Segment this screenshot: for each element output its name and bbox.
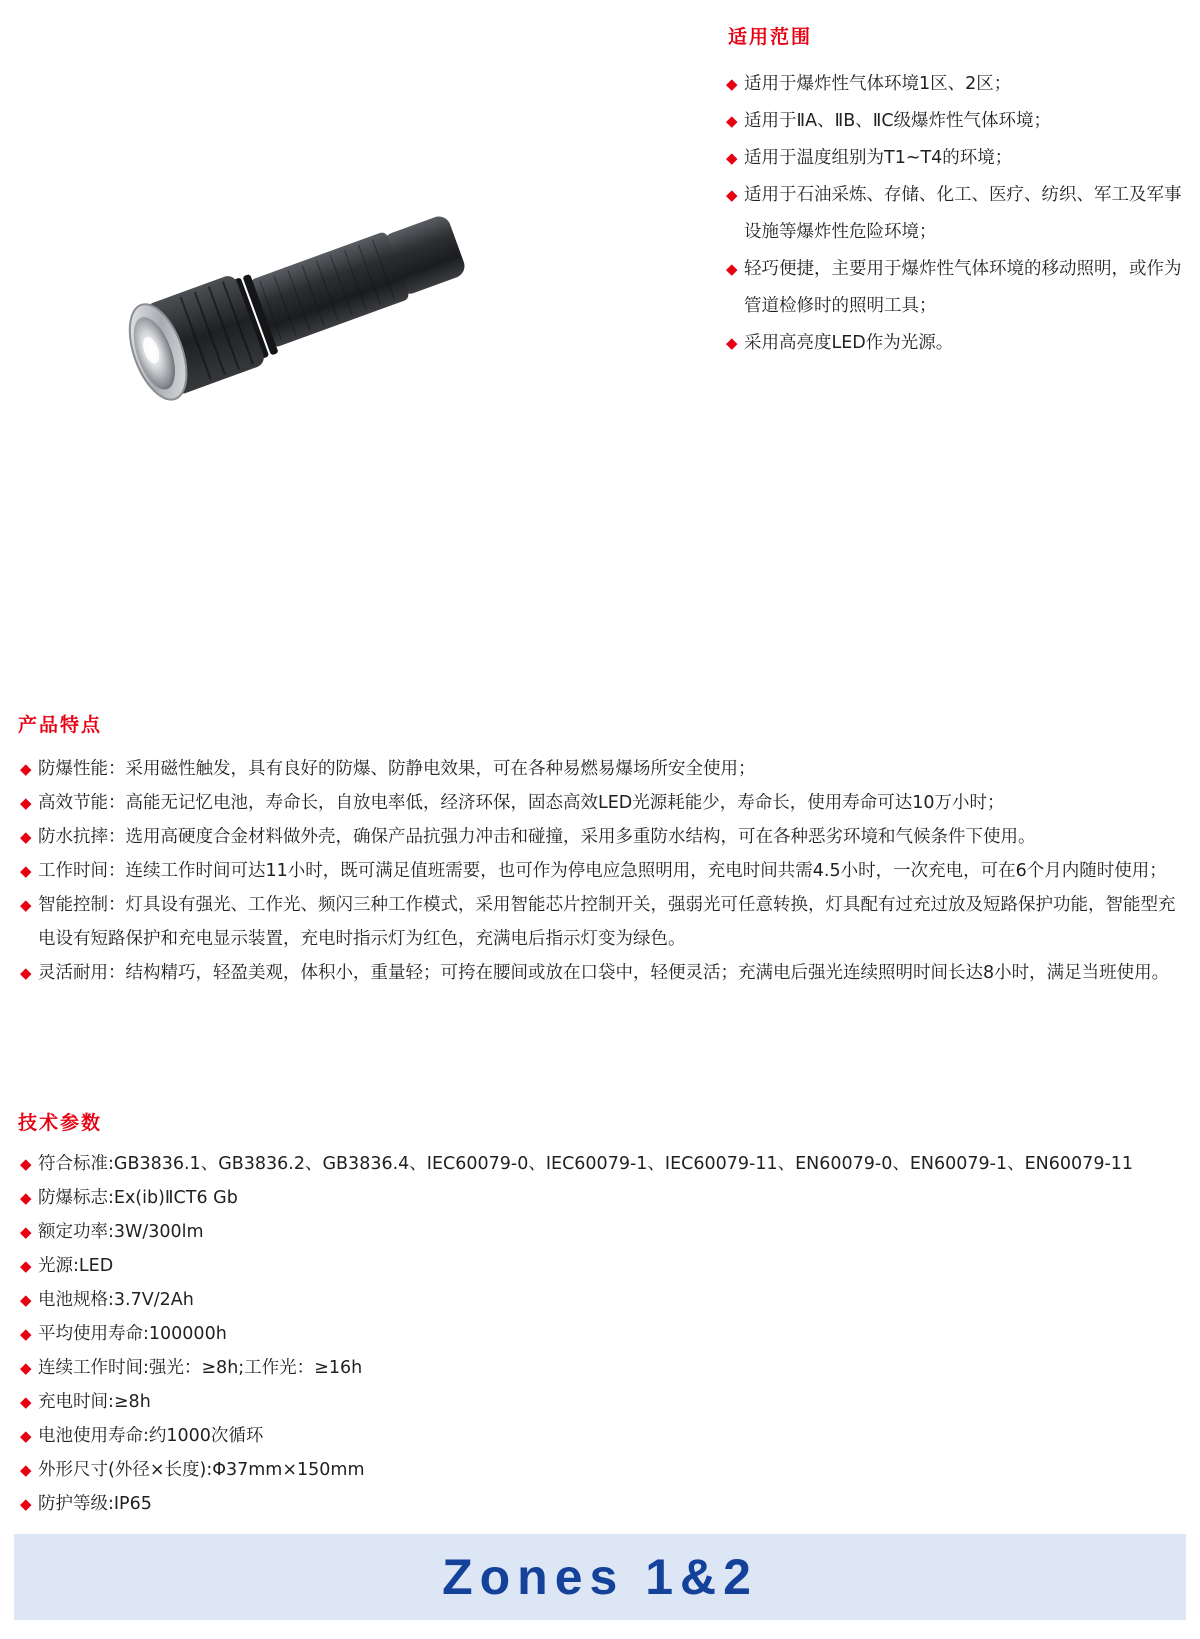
- diamond-bullet-icon: ◆: [20, 862, 32, 880]
- list-item: ◆ 平均使用寿命:100000h: [20, 1317, 1190, 1351]
- specs-heading: 技术参数: [18, 1112, 103, 1134]
- list-item: ◆ 适用于ⅡA、ⅡB、ⅡC级爆炸性气体环境；: [726, 103, 1196, 140]
- list-item: ◆ 防护等级:IP65: [20, 1487, 1190, 1521]
- diamond-bullet-icon: ◆: [20, 1427, 32, 1445]
- list-item: ◆ 适用于温度组别为T1~T4的环境；: [726, 140, 1196, 177]
- diamond-bullet-icon: ◆: [20, 1291, 32, 1309]
- list-item: ◆ 防水抗摔：选用高硬度合金材料做外壳，确保产品抗强力冲击和碰撞，采用多重防水结构，可在各种恶劣环境和气候条件下使用。: [20, 820, 1190, 854]
- list-item: ◆ 适用于爆炸性气体环境1区、2区；: [726, 66, 1196, 103]
- diamond-bullet-icon: ◆: [726, 149, 738, 167]
- diamond-bullet-icon: ◆: [20, 1257, 32, 1275]
- scope-heading: 适用范围: [728, 26, 813, 48]
- list-item: ◆ 连续工作时间:强光：≥8h;工作光：≥16h: [20, 1351, 1190, 1385]
- diamond-bullet-icon: ◆: [20, 1223, 32, 1241]
- list-item: ◆ 适用于石油采炼、存储、化工、医疗、纺织、军工及军事设施等爆炸性危险环境；: [726, 177, 1196, 251]
- features-heading: 产品特点: [18, 714, 103, 736]
- list-item: ◆ 防爆性能：采用磁性触发，具有良好的防爆、防静电效果，可在各种易燃易爆场所安全使用；: [20, 752, 1190, 786]
- diamond-bullet-icon: ◆: [726, 112, 738, 130]
- list-item: ◆ 符合标准:GB3836.1、GB3836.2、GB3836.4、IEC60079-0、IEC60079-1、IEC60079-11、EN60079-0、EN60079-1、EN60079-11: [20, 1147, 1190, 1181]
- list-item: ◆ 智能控制：灯具设有强光、工作光、频闪三种工作模式，采用智能芯片控制开关，强弱光可任意转换，灯具配有过充过放及短路保护功能，智能型充电设有短路保护和充电显示装置，充电时指示灯为红色，充满电后指示灯变为绿色。: [20, 888, 1190, 956]
- diamond-bullet-icon: ◆: [20, 794, 32, 812]
- list-item: ◆ 轻巧便捷，主要用于爆炸性气体环境的移动照明，或作为管道检修时的照明工具；: [726, 251, 1196, 325]
- diamond-bullet-icon: ◆: [726, 75, 738, 93]
- list-item: ◆ 充电时间:≥8h: [20, 1385, 1190, 1419]
- diamond-bullet-icon: ◆: [20, 760, 32, 778]
- list-item: ◆ 灵活耐用：结构精巧，轻盈美观，体积小，重量轻；可挎在腰间或放在口袋中，轻便灵活；充满电后强光连续照明时间长达8小时，满足当班使用。: [20, 956, 1190, 990]
- diamond-bullet-icon: ◆: [20, 828, 32, 846]
- diamond-bullet-icon: ◆: [20, 1359, 32, 1377]
- scope-list: [726, 66, 1196, 362]
- diamond-bullet-icon: ◆: [20, 896, 32, 914]
- diamond-bullet-icon: ◆: [726, 260, 738, 278]
- list-item: ◆ 电池使用寿命:约1000次循环: [20, 1419, 1190, 1453]
- diamond-bullet-icon: ◆: [20, 1495, 32, 1513]
- list-item: ◆ 额定功率:3W/300lm: [20, 1215, 1190, 1249]
- list-item: ◆ 高效节能：高能无记忆电池，寿命长，自放电率低，经济环保，固态高效LED光源耗能少，寿命长，使用寿命可达10万小时；: [20, 786, 1190, 820]
- diamond-bullet-icon: ◆: [20, 1189, 32, 1207]
- zones-banner: [14, 1534, 1186, 1620]
- flashlight-product-image: [80, 150, 500, 460]
- list-item: ◆ 工作时间：连续工作时间可达11小时，既可满足值班需要，也可作为停电应急照明用，充电时间共需4.5小时，一次充电，可在6个月内随时使用；: [20, 854, 1190, 888]
- diamond-bullet-icon: ◆: [726, 186, 738, 204]
- specs-list: [20, 1147, 1190, 1521]
- diamond-bullet-icon: ◆: [20, 1155, 32, 1173]
- zones-banner-text: Zones 1&2: [442, 1549, 758, 1605]
- diamond-bullet-icon: ◆: [20, 1393, 32, 1411]
- diamond-bullet-icon: ◆: [20, 1461, 32, 1479]
- diamond-bullet-icon: ◆: [20, 1325, 32, 1343]
- diamond-bullet-icon: ◆: [726, 334, 738, 352]
- features-list: [20, 752, 1190, 990]
- list-item: ◆ 防爆标志:Ex(ib)ⅡCT6 Gb: [20, 1181, 1190, 1215]
- list-item: ◆ 外形尺寸(外径×长度):Φ37mm×150mm: [20, 1453, 1190, 1487]
- list-item: ◆ 采用高亮度LED作为光源。: [726, 325, 1196, 362]
- list-item: ◆ 光源:LED: [20, 1249, 1190, 1283]
- list-item: ◆ 电池规格:3.7V/2Ah: [20, 1283, 1190, 1317]
- diamond-bullet-icon: ◆: [20, 964, 32, 982]
